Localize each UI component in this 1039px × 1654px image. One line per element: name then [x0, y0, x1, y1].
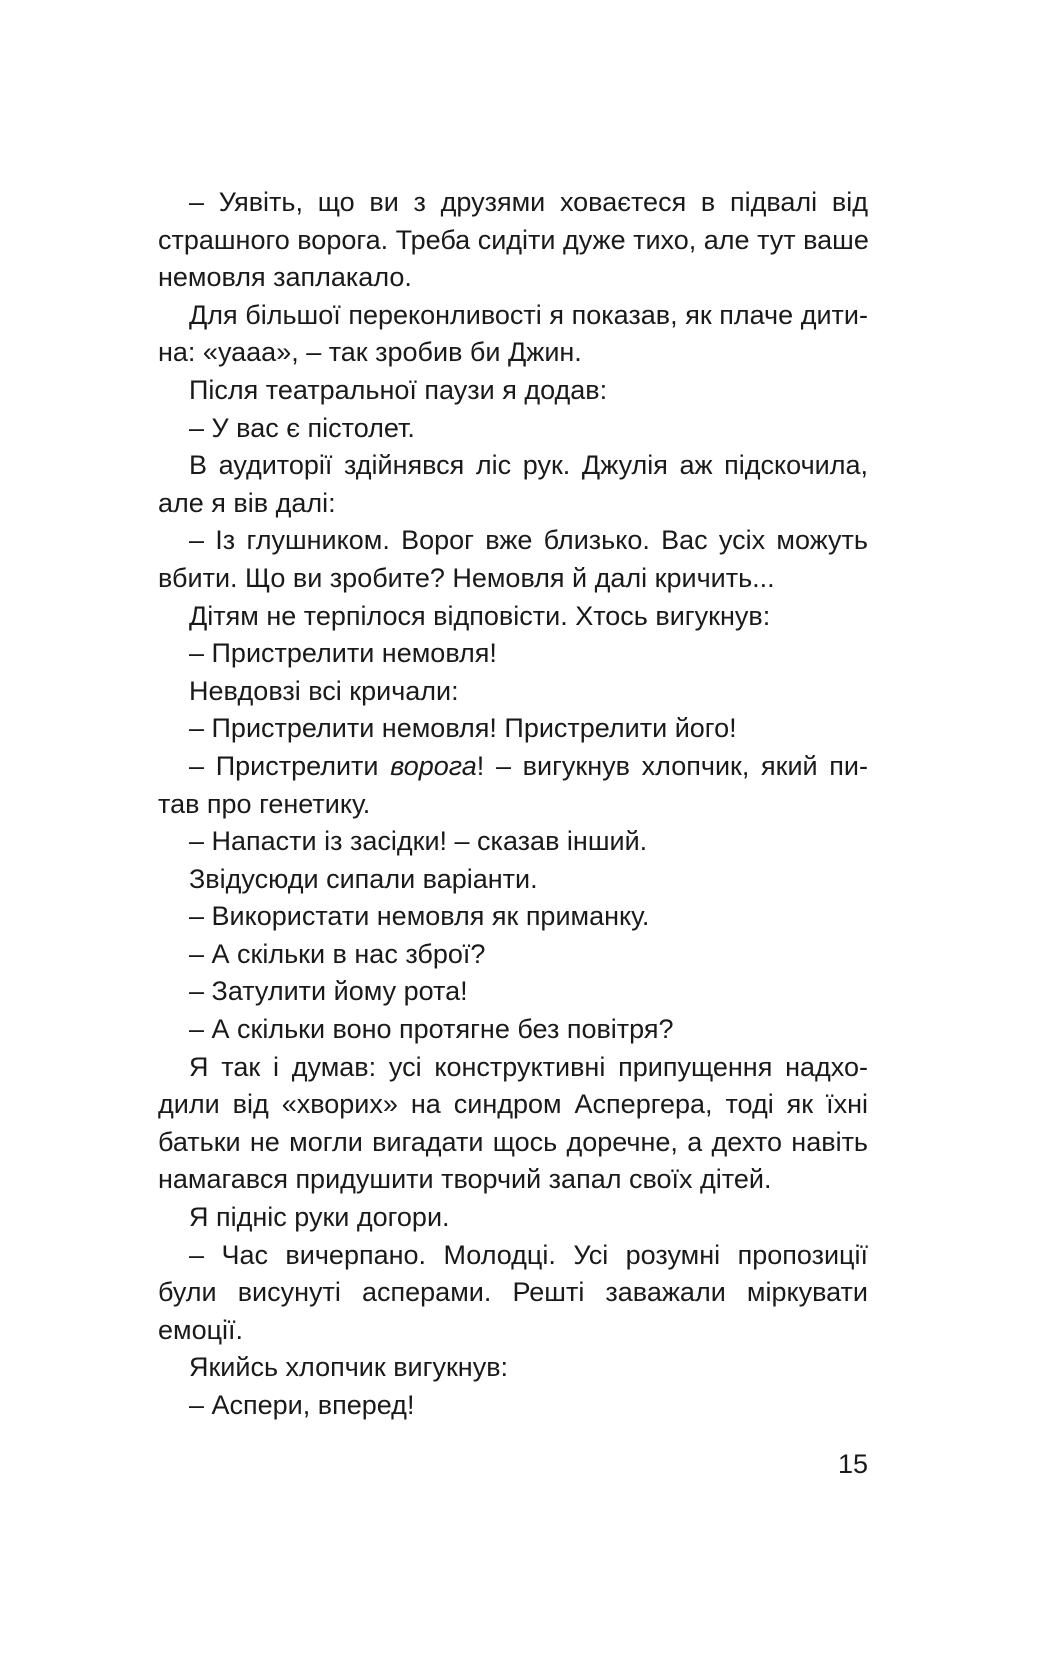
text-line: Після театральної паузи я додав: — [189, 374, 608, 405]
text-line: – Уявіть, що ви з друзями ховаєтеся в підвалі від — [189, 187, 868, 217]
text-line: Для більшої переконливості я показав, як плаче дити- — [189, 299, 868, 330]
text-line: намагався придушити творчий запал своїх дітей. — [158, 1164, 772, 1195]
text-line: – А скільки воно протягне без повітря? — [189, 1014, 674, 1045]
text-line: були висунуті асперами. Решті заважали міркувати — [158, 1277, 868, 1308]
text-line: Я підніс руки догори. — [189, 1202, 450, 1233]
text-line: Якийсь хлопчик вигукнув: — [189, 1352, 509, 1383]
text-line: на: «уааа», – так зробив би Джин. — [158, 337, 582, 368]
text-line: Дітям не терпілося відповісти. Хтось вигукнув: — [189, 600, 771, 631]
text-line: батьки не могли вигадати щось доречне, а дехто навіть — [158, 1126, 868, 1157]
text-line: страшного ворога. Треба сидіти дуже тихо, але тут ваше — [158, 224, 869, 255]
text-segment: – Пристрелити — [189, 750, 391, 781]
text-line: Звідусюди сипали варіанти. — [189, 863, 538, 894]
italic-word: ворога — [390, 750, 477, 781]
text-line: тав про генетику. — [158, 788, 371, 819]
text-line: – Аспери, вперед! — [189, 1390, 415, 1420]
text-line: – Напасти із засідки! – сказав інший. — [189, 826, 648, 857]
text-line: – Час вичерпано. Молодці. Усі розумні пропозиції — [189, 1239, 868, 1270]
text-line: – Із глушником. Ворог вже близько. Вас усіх можуть — [189, 525, 868, 556]
text-line: вбити. Що ви зробите? Немовля й далі кричить... — [158, 562, 775, 593]
text-line: – Використати немовля як приманку. — [189, 901, 650, 932]
page-number: 15 — [838, 1449, 869, 1479]
text-line: – У вас є пістолет. — [189, 412, 415, 443]
text-line: – Затулити йому рота! — [189, 976, 468, 1007]
text-line: – А скільки в нас зброї? — [189, 938, 486, 969]
text-line: але я вів далі: — [158, 487, 336, 518]
text-line: немовля заплакало. — [158, 262, 412, 293]
text-line: емоції. — [158, 1314, 244, 1345]
text-line: дили від «хворих» на синдром Аспергера, тоді як їхні — [158, 1089, 868, 1120]
text-segment: ! – вигукнув хлопчик, який пи- — [476, 750, 868, 781]
body-text — [158, 184, 868, 1425]
text-line: Невдовзі всі кричали: — [189, 675, 459, 706]
text-line: Я так і думав: усі конструктивні припущення надхо- — [189, 1051, 868, 1082]
text-line: – Пристрелити немовля! Пристрелити його! — [189, 713, 737, 744]
text-line: – Пристрелити немовля! — [189, 638, 497, 669]
text-line: В аудиторії здійнявся ліс рук. Джулія аж підскочила, — [189, 450, 868, 481]
text-line — [158, 748, 868, 786]
